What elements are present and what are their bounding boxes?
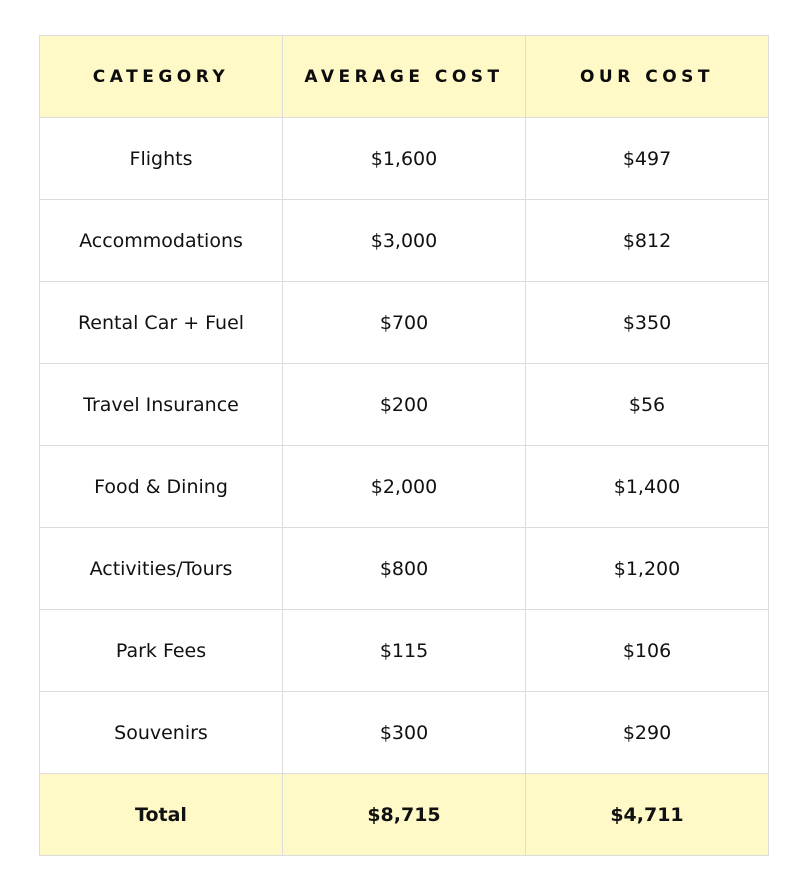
our-cost-cell: $1,400 [526,446,769,528]
category-cell: Activities/Tours [40,528,283,610]
category-cell: Rental Car + Fuel [40,282,283,364]
average-cost-cell: $300 [283,692,526,774]
table-body [40,118,769,774]
table-row [40,118,769,200]
category-cell: Flights [40,118,283,200]
header-our-cost: OUR COST [526,36,769,118]
header-category: CATEGORY [40,36,283,118]
our-cost-cell: $497 [526,118,769,200]
header-row [40,36,769,118]
category-cell: Accommodations [40,200,283,282]
table-row [40,610,769,692]
table-footer [40,774,769,856]
category-cell: Travel Insurance [40,364,283,446]
average-cost-cell: $800 [283,528,526,610]
our-cost-cell: $106 [526,610,769,692]
category-cell: Food & Dining [40,446,283,528]
average-cost-cell: $1,600 [283,118,526,200]
table-row [40,282,769,364]
average-cost-cell: $700 [283,282,526,364]
table-row [40,364,769,446]
header-average-cost: AVERAGE COST [283,36,526,118]
category-cell: Park Fees [40,610,283,692]
table-header [40,36,769,118]
average-cost-cell: $115 [283,610,526,692]
total-label: Total [40,774,283,856]
average-cost-cell: $200 [283,364,526,446]
cost-comparison-table [39,35,769,856]
total-our-cost: $4,711 [526,774,769,856]
category-cell: Souvenirs [40,692,283,774]
total-row [40,774,769,856]
our-cost-cell: $290 [526,692,769,774]
table-row [40,200,769,282]
average-cost-cell: $3,000 [283,200,526,282]
our-cost-cell: $812 [526,200,769,282]
table-row [40,446,769,528]
total-average-cost: $8,715 [283,774,526,856]
table-row [40,528,769,610]
our-cost-cell: $350 [526,282,769,364]
our-cost-cell: $56 [526,364,769,446]
table-row [40,692,769,774]
average-cost-cell: $2,000 [283,446,526,528]
our-cost-cell: $1,200 [526,528,769,610]
